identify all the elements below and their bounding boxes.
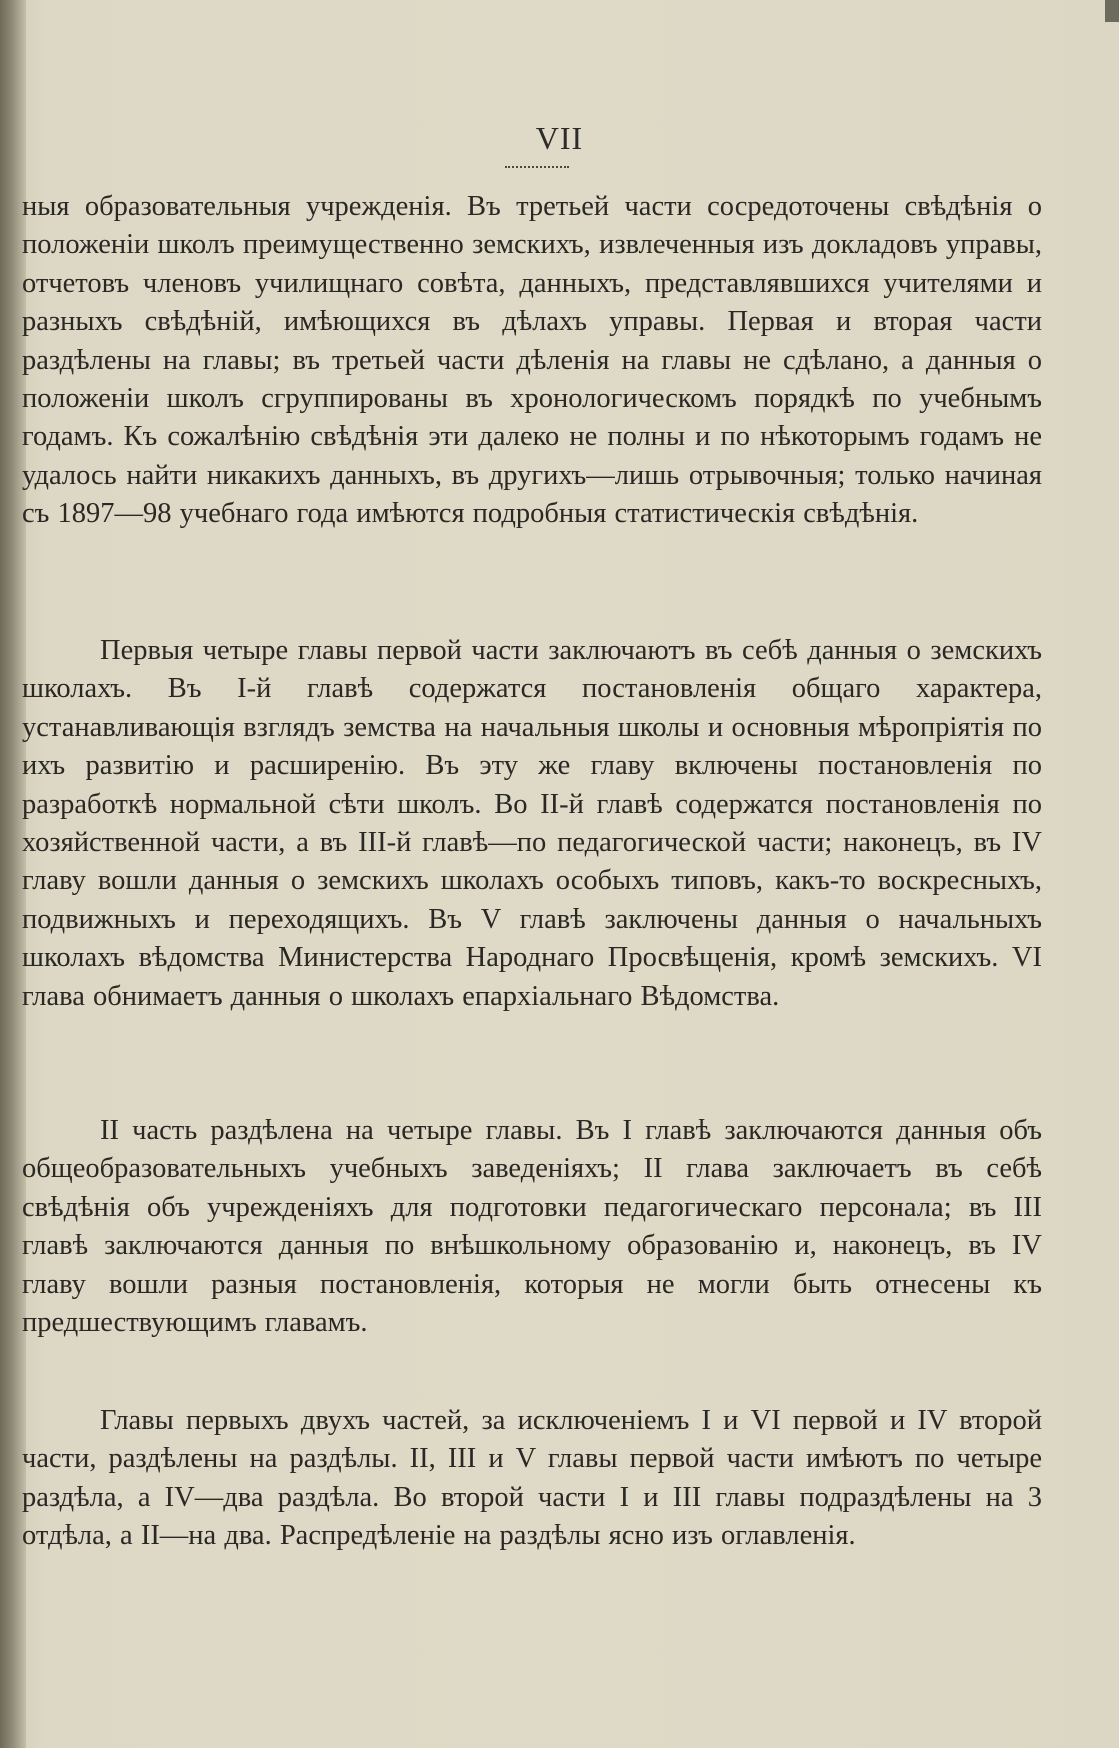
paragraph-3: II часть раздѣлена на четыре главы. Въ I главѣ заключаются данныя объ общеобразовательныхъ учебныхъ заведеніяхъ; II глава заключаетъ въ себѣ свѣдѣнія объ учрежденіяхъ для подготовки педагогическаго персонала; въ III главѣ заключаются данныя по внѣшкольному образованію и, наконецъ, въ IV главу вошли разныя постановленія, которыя не могли быть отнесены къ предшествующимъ главамъ. <box>22 1115 1042 1339</box>
page-number-ornament <box>505 162 569 168</box>
corner-mark <box>1105 0 1119 22</box>
paragraph-4: Главы первыхъ двухъ частей, за исключеніемъ I и VI первой и IV второй части, раздѣлены на раздѣлы. II, III и V главы первой части имѣютъ по четыре раздѣла, а IV—два раздѣла. Во второй части I и III главы подраздѣлены на 3 отдѣла, а II—на два. Распредѣленіе на раздѣлы ясно изъ оглавленія. <box>22 1405 1042 1552</box>
paragraph-1: ныя образовательныя учрежденія. Въ третьей части сосредоточены свѣдѣнія о положеніи школъ преимущественно земскихъ, извлеченныя изъ докладовъ управы, отчетовъ членовъ училищнаго совѣта, данныхъ, представлявшихся учителями и разныхъ свѣдѣній, имѣющихся въ дѣлахъ управы. Первая и вторая части раздѣлены на главы; въ третьей части дѣленія на главы не сдѣлано, а данныя о положеніи школъ сгруппированы въ хронологическомъ порядкѣ по учебнымъ годамъ. Къ сожалѣнію свѣдѣнія эти далеко не полны и по нѣкоторымъ годамъ не удалось найти никакихъ данныхъ, въ другихъ—лишь отрывочныя; только начиная съ 1897—98 учебнаго года имѣются подробныя статистическія свѣдѣнія. <box>22 191 1042 530</box>
paragraph-2: Первыя четыре главы первой части заключаютъ въ себѣ данныя о земскихъ школахъ. Въ I-й главѣ содержатся постановленія общаго характера, устанавливающія взглядъ земства на начальныя школы и основныя мѣропріятія по ихъ развитію и расширенію. Въ эту же главу включены постановленія по разработкѣ нормальной сѣти школъ. Во II-й главѣ содержатся постановленія по хозяйственной части, а въ III-й главѣ—по педагогической части; наконецъ, въ IV главу вошли данныя о земскихъ школахъ особыхъ типовъ, какъ-то воскресныхъ, подвижныхъ и переходящихъ. Въ V главѣ заключены данныя о начальныхъ школахъ вѣдомства Министерства Народнаго Просвѣщенія, кромѣ земскихъ. VI глава обнимаетъ данныя о школахъ епархіальнаго Вѣдомства. <box>22 635 1042 1012</box>
page-number: VII <box>535 120 584 156</box>
